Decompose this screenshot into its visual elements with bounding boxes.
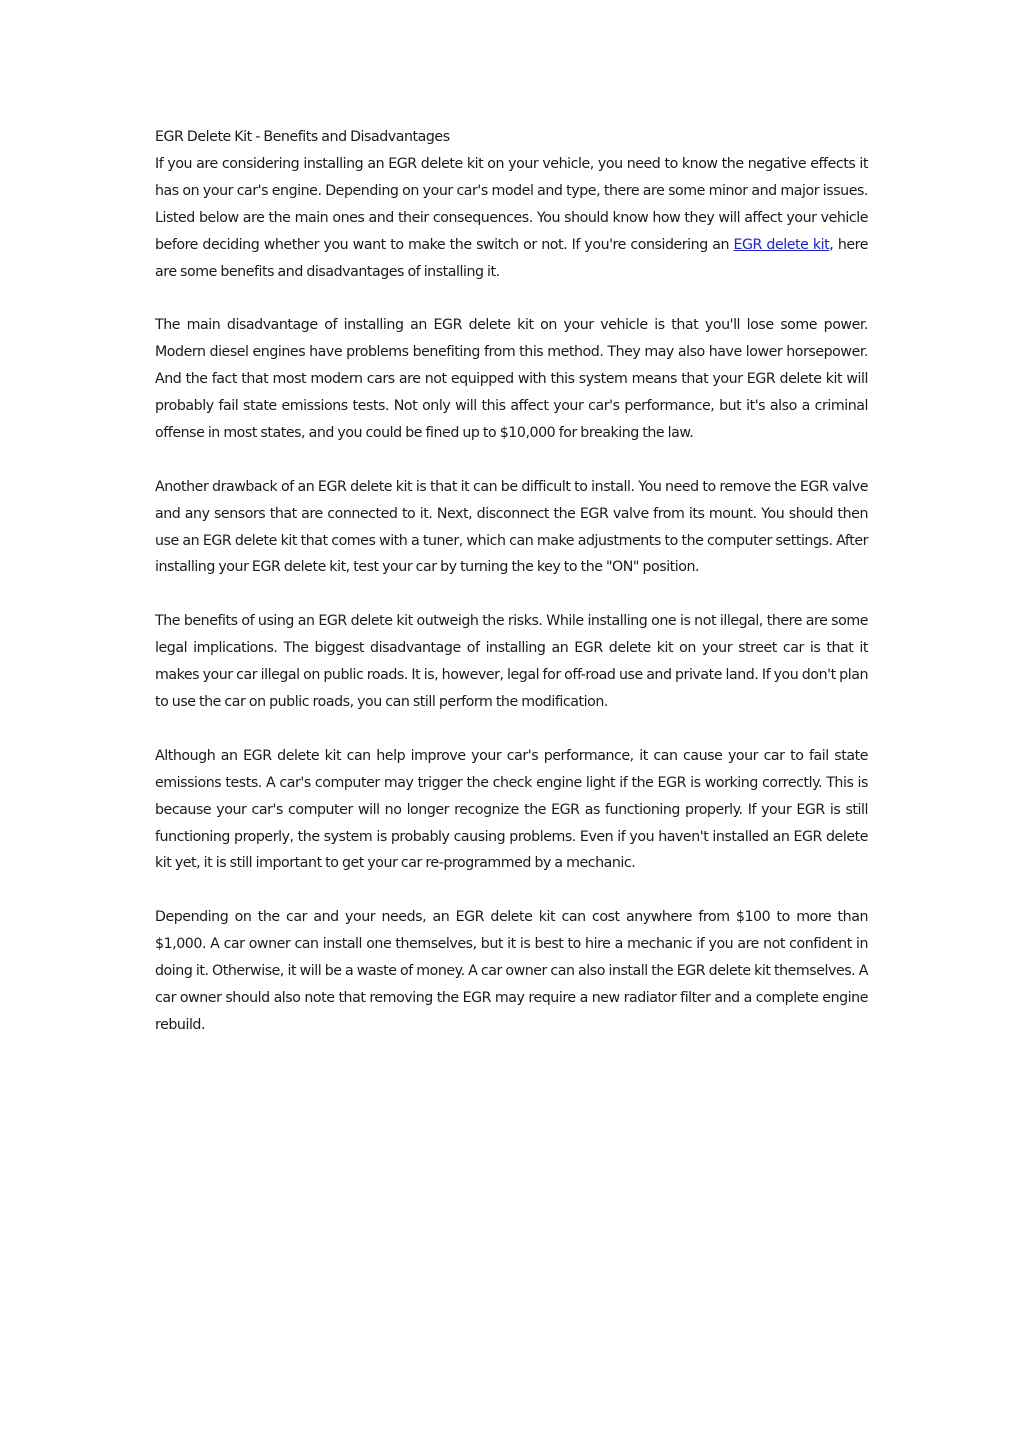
document-title: EGR Delete Kit - Benefits and Disadvantages (155, 129, 450, 145)
intro-text-before-link: If you are considering installing an EGR delete kit on your vehicle, you need to know the negative effects it has on your car's engine. Depending on your car's model and type, there are some minor and major issues. Listed below are the main ones and their consequences. You should know how they will affect your vehicle before deciding whether you want to make the switch or not. If you're considering an (155, 155, 868, 253)
intro-paragraph (155, 151, 868, 286)
paragraph-emissions: Although an EGR delete kit can help improve your car's performance, it can cause your car to fail state emissions tests. A car's computer may trigger the check engine light if the EGR is working correctly. This is because your car's computer will no longer recognize the EGR as functioning properly. If your EGR is still functioning properly, the system is probably causing problems. Even if you haven't installed an EGR delete kit yet, it is still important to get your car re-programmed by a mechanic. (155, 747, 868, 872)
document-page (155, 124, 868, 1066)
paragraph-legal: The benefits of using an EGR delete kit outweigh the risks. While installing one is not illegal, there are some legal implications. The biggest disadvantage of installing an EGR delete kit on your street car is that it makes your car illegal on public roads. It is, however, legal for off-road use and private land. If you don't plan to use the car on public roads, you can still perform the modification. (155, 613, 868, 710)
paragraph-cost: Depending on the car and your needs, an EGR delete kit can cost anywhere from $100 to more than $1,000. A car owner can install one themselves, but it is best to hire a mechanic if you are not confident in doing it. Otherwise, it will be a waste of money. A car owner can also install the EGR delete kit themselves. A car owner should also note that removing the EGR may require a new radiator filter and a complete engine rebuild. (155, 909, 868, 1033)
paragraph-power-loss: The main disadvantage of installing an EGR delete kit on your vehicle is that you'll lose some power. Modern diesel engines have problems benefiting from this method. They may also have lower horsepower. And the fact that most modern cars are not equipped with this system means that your EGR delete kit will probably fail state emissions tests. Not only will this affect your car's performance, but it's also a criminal offense in most states, and you could be fined up to $10,000 for breaking the law. (155, 317, 868, 441)
intro-text-after-link: , here are some benefits and disadvantages of installing it. (155, 236, 868, 280)
paragraph-installation: Another drawback of an EGR delete kit is that it can be difficult to install. You need to remove the EGR valve and any sensors that are connected to it. Next, disconnect the EGR valve from its mount. You should then use an EGR delete kit that comes with a tuner, which can make adjustments to the computer settings. After installing your EGR delete kit, test your car by turning the key to the "ON" position. (155, 478, 868, 576)
egr-delete-kit-link[interactable]: EGR delete kit (733, 236, 830, 253)
